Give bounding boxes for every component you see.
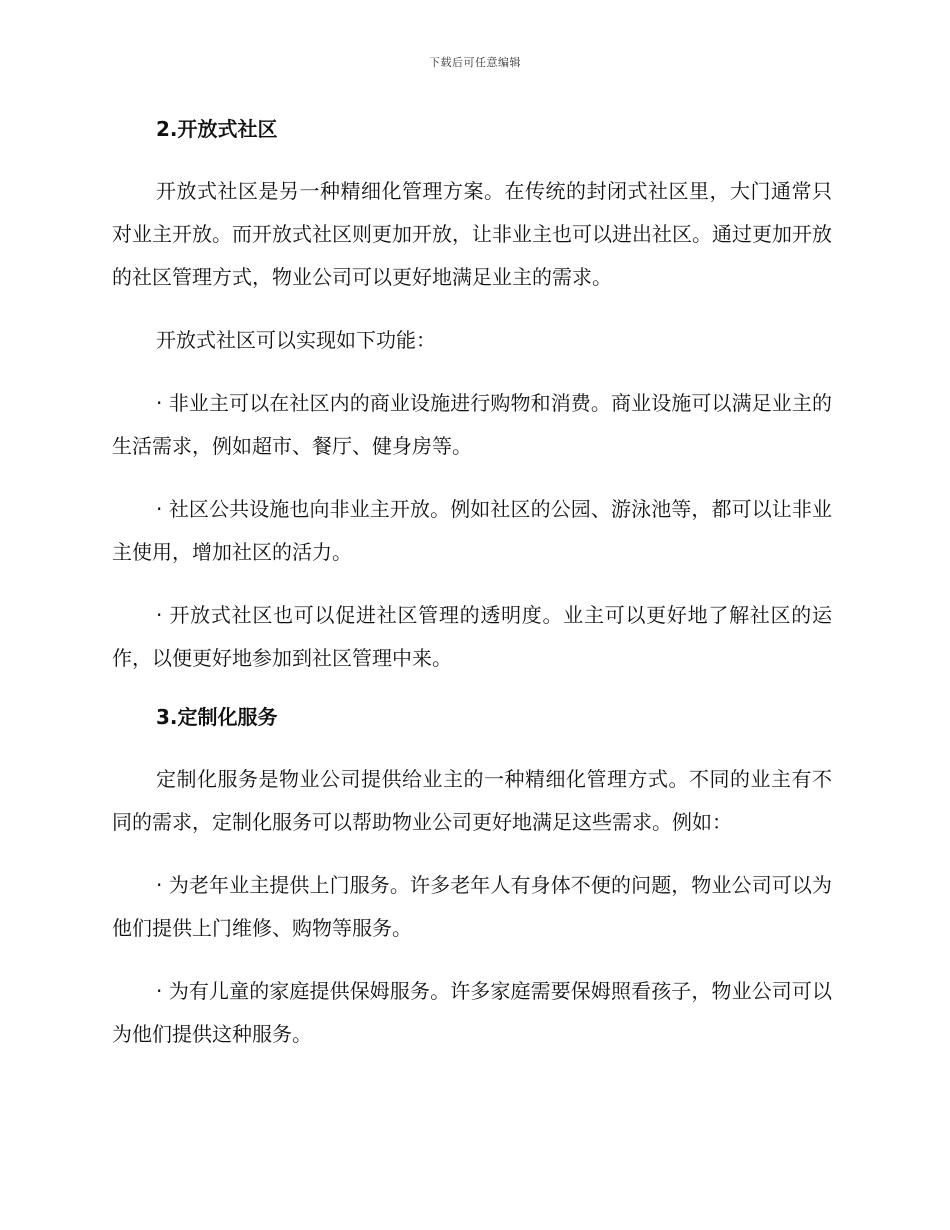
paragraph: 开放式社区可以实现如下功能： [156,328,436,352]
section-heading-open-community: 2.开放式社区 [156,117,278,141]
document-body [112,112,832,1076]
page-header: 下载后可任意编辑 [429,56,521,69]
bullet-paragraph: · 为有儿童的家庭提供保姆服务。许多家庭需要保姆照看孩子，物业公司可以为他们提供这种服务。 [112,979,832,1046]
paragraph: 开放式社区是另一种精细化管理方案。在传统的封闭式社区里，大门通常只对业主开放。而开放式社区则更加开放，让非业主也可以进出社区。通过更加开放的社区管理方式，物业公司可以更好地满足业主的需求。 [112,179,832,289]
bullet-paragraph: · 社区公共设施也向非业主开放。例如社区的公园、游泳池等，都可以让非业主使用，增加社区的活力。 [112,497,832,564]
section-heading-custom-service: 3.定制化服务 [156,705,278,729]
bullet-paragraph: · 非业主可以在社区内的商业设施进行购物和消费。商业设施可以满足业主的生活需求，例如超市、餐厅、健身房等。 [112,391,832,458]
bullet-paragraph: · 开放式社区也可以促进社区管理的透明度。业主可以更好地了解社区的运作，以便更好地参加到社区管理中来。 [112,603,832,670]
bullet-paragraph: · 为老年业主提供上门服务。许多老年人有身体不便的问题，物业公司可以为他们提供上门维修、购物等服务。 [112,873,832,940]
paragraph: 定制化服务是物业公司提供给业主的一种精细化管理方式。不同的业主有不同的需求，定制化服务可以帮助物业公司更好地满足这些需求。例如： [112,767,832,834]
